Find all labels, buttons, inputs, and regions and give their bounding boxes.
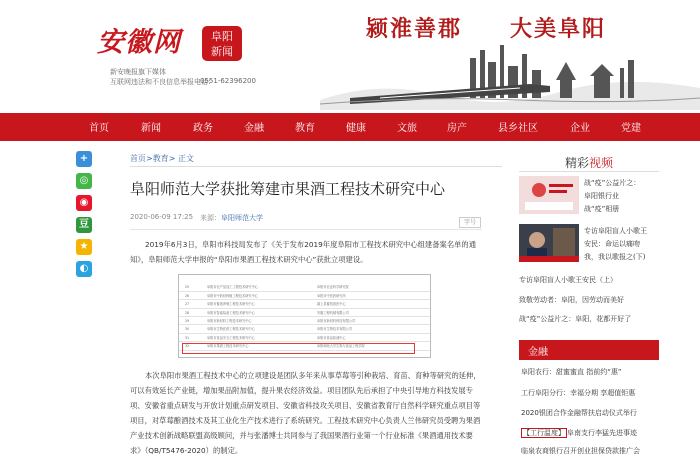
header-slogan-right: 大美阜阳 <box>510 16 607 42</box>
doc-table-cell-no: 26 <box>185 293 190 298</box>
nav-item-real-estate[interactable]: 房产 <box>447 123 467 134</box>
doc-table-cell-name: 阜阳市农产品加工工程技术研究中心 <box>207 285 258 290</box>
nav-item-enterprise[interactable]: 企业 <box>570 123 590 134</box>
doc-table-cell-name: 阜阳市生物医药工程技术研究中心 <box>207 327 255 332</box>
nav-item-culture-travel[interactable]: 文旅 <box>397 123 417 134</box>
doc-table-row <box>179 309 430 317</box>
logo-badge[interactable] <box>202 26 242 61</box>
meta-divider <box>130 229 482 230</box>
article-paragraph-1: 2019年6月3日，阜阳市科技局发布了《关于发布2019年度阜阳市工程技术研究中心组建备案名单的通知》，阜阳师范大学申报的“阜阳市果酒工程技术研究中心”获批立项建设。 <box>130 240 477 264</box>
doc-table-cell-org: 阜阳市食品检测中心 <box>317 335 346 340</box>
video-caption-2a[interactable]: 专访阜阳盲人小歌王 <box>584 227 647 235</box>
sidebar-link-2[interactable]: 致敬劳动者：阜阳，因劳动而美好 <box>519 296 624 304</box>
nav-item-party-building[interactable]: 党建 <box>621 123 641 134</box>
doc-table-cell-no: 32 <box>185 344 190 349</box>
doc-table-cell-org: 颍上县畜牧兽医中心 <box>317 302 346 307</box>
main-nav <box>0 113 700 141</box>
weibo-icon[interactable]: ◉ <box>76 195 92 211</box>
doc-table-row <box>179 292 430 300</box>
doc-table-cell-org: 阜阳市中医药研究所 <box>317 293 346 298</box>
doc-table-cell-org: 安徽工程机械有限公司 <box>317 310 349 315</box>
article-source <box>200 213 263 223</box>
report-hotline-number: 0551-62396200 <box>200 77 256 85</box>
finance-link-2-text: 幸福分期 享超值钜惠 <box>570 389 636 397</box>
finance-link-2-tag: 工行阜阳分行： <box>521 389 570 397</box>
douban-icon[interactable]: 豆 <box>76 217 92 233</box>
sidebar-link-3[interactable]: 战“疫”公益片之：阜阳，花都开好了 <box>519 315 632 323</box>
highlight-box <box>182 343 415 354</box>
video-caption-2b[interactable]: 安民：命运以痛吻 <box>584 240 640 248</box>
doc-table-row <box>179 325 430 333</box>
finance-section-heading[interactable]: 金融 <box>528 347 548 358</box>
finance-link-2[interactable] <box>521 388 635 398</box>
doc-table-row <box>179 283 430 291</box>
logo-badge-line2: 新闻 <box>211 45 233 58</box>
breadcrumb-divider <box>130 166 502 167</box>
nav-item-finance[interactable]: 金融 <box>244 123 264 134</box>
nav-item-health[interactable]: 健康 <box>346 123 366 134</box>
video-thumbnail-1[interactable] <box>519 176 579 214</box>
qzone-star-icon[interactable]: ★ <box>76 239 92 255</box>
video-caption-1a[interactable]: 战“疫”公益片之： <box>584 179 641 187</box>
doc-table-cell-no: 31 <box>185 335 190 340</box>
plus-share-icon[interactable]: + <box>76 151 92 167</box>
city-skyline-banner <box>320 40 700 110</box>
doc-table-cell-no: 29 <box>185 319 190 323</box>
video-caption-1b[interactable]: 阜阳银行业 <box>584 192 619 200</box>
doc-table-cell-name: 阜阳市新材料工程技术研究中心 <box>207 319 252 323</box>
nav-item-government[interactable]: 政务 <box>193 123 213 134</box>
article-title: 阜阳师范大学获批筹建市果酒工程技术研究中心 <box>130 180 446 198</box>
article-date: 2020-06-09 17:25 <box>130 213 194 221</box>
video-caption-1c[interactable]: 战“疫”相册 <box>584 205 620 213</box>
finance-link-1-tag: 阜阳农行： <box>521 368 556 376</box>
nav-item-county-community[interactable]: 县乡社区 <box>498 123 538 134</box>
video-section-heading <box>565 154 613 171</box>
video-heading-divider <box>519 171 659 172</box>
finance-link-1-text: 甜蜜蜜直 指前约“惠” <box>556 368 622 376</box>
finance-link-5[interactable] <box>521 446 640 456</box>
source-label: 来源： <box>200 214 221 222</box>
finance-link-3-text: 2020银团合作金融帮扶启动仪式举行 <box>521 409 637 417</box>
tagline: 新安晚报旗下媒体 <box>110 68 166 76</box>
doc-table-cell-name: 阜阳市畜禽养殖工程技术研究中心 <box>207 302 255 307</box>
doc-table-cell-no: 30 <box>185 327 190 332</box>
finance-link-5-text: 临泉农商银行召开创业担保贷款推广会 <box>521 447 640 455</box>
source-name[interactable]: 阜阳师范大学 <box>221 214 263 222</box>
finance-link-4[interactable] <box>521 428 637 438</box>
report-hotline-label: 互联网违法和不良信息举报电话： <box>110 78 215 86</box>
video-caption-2c[interactable]: 我，我以歌报之(下) <box>584 253 646 261</box>
doc-table-cell-name: 阜阳市果酒工程技术研究中心 <box>207 344 249 349</box>
breadcrumb[interactable]: 首页>教育> 正文 <box>130 154 194 163</box>
doc-table-cell-org: 阜阳市新材料科技有限公司 <box>317 319 356 323</box>
doc-table-cell-org: 阜阳市农业科学研究院 <box>317 285 349 290</box>
video-heading-b: 视频 <box>589 156 614 170</box>
wechat-icon[interactable]: ◎ <box>76 173 92 189</box>
doc-table-cell-no: 25 <box>185 285 190 290</box>
doc-table-cell-no: 27 <box>185 302 190 307</box>
doc-table-cell-org: 阜阳师范大学生物与食品工程学院 <box>317 344 365 349</box>
site-logo[interactable]: 安徽网 <box>97 27 181 58</box>
logo-badge-line1: 阜阳 <box>211 30 233 43</box>
doc-table-row <box>179 317 430 325</box>
finance-link-3[interactable] <box>521 408 637 418</box>
doc-table-row <box>179 334 430 342</box>
font-size-button[interactable]: 字号 <box>459 217 481 228</box>
nav-item-education[interactable]: 教育 <box>295 123 315 134</box>
kaixin-icon[interactable]: ◐ <box>76 261 92 277</box>
header-slogan-left: 颍淮善郡 <box>366 16 463 42</box>
nav-item-news[interactable]: 新闻 <box>141 123 161 134</box>
video-heading-a: 精彩 <box>565 156 590 170</box>
video-thumbnail-2[interactable] <box>519 224 579 262</box>
doc-table-cell-org: 阜阳市生物技术有限公司 <box>317 327 353 332</box>
article-paragraph-2: 本次阜阳市果酒工程技术中心的立项建设是团队多年来从事草莓等引种栽培、育苗、育种等研究的延伸，可以有效延长产业链，增加果品附加值，提升果农经济效益。项目团队先后承担了中央引导地方科技发展专项、安徽省重点研发与开放计划重点研发项目、安徽省科技攻关项目、安徽省教育厅自然科学研究重点项目等项目，对草莓酿酒技术及其工业化生产技术进行了系统研究。工程技术研究中心负责人兰伟研究员受聘为果酒产业技术创新战略联盟高级顾问，并与张潘博士共同参与了我国果酒行业第一个行业标准《果酒通用技术要求》（QB/T5476-2020）的制定。 <box>130 371 481 455</box>
doc-table-cell-name: 阜阳市智能装备工程技术研究中心 <box>207 310 255 315</box>
sidebar-link-1[interactable]: 专访阜阳盲人小歌王安民（上） <box>519 276 617 284</box>
nav-item-home[interactable]: 首页 <box>89 123 109 134</box>
doc-table-cell-no: 28 <box>185 310 190 315</box>
doc-table-cell-name: 阜阳市中药材种植工程技术研究中心 <box>207 293 258 298</box>
finance-link-4-text: 阜南支行李猛先进事迹 <box>567 429 637 437</box>
finance-link-1[interactable] <box>521 367 621 377</box>
doc-table-row <box>179 300 430 308</box>
doc-table-cell-name: 阜阳市食品安全工程技术研究中心 <box>207 335 255 340</box>
finance-link-4-tag: 【工行温度】 <box>523 429 565 437</box>
